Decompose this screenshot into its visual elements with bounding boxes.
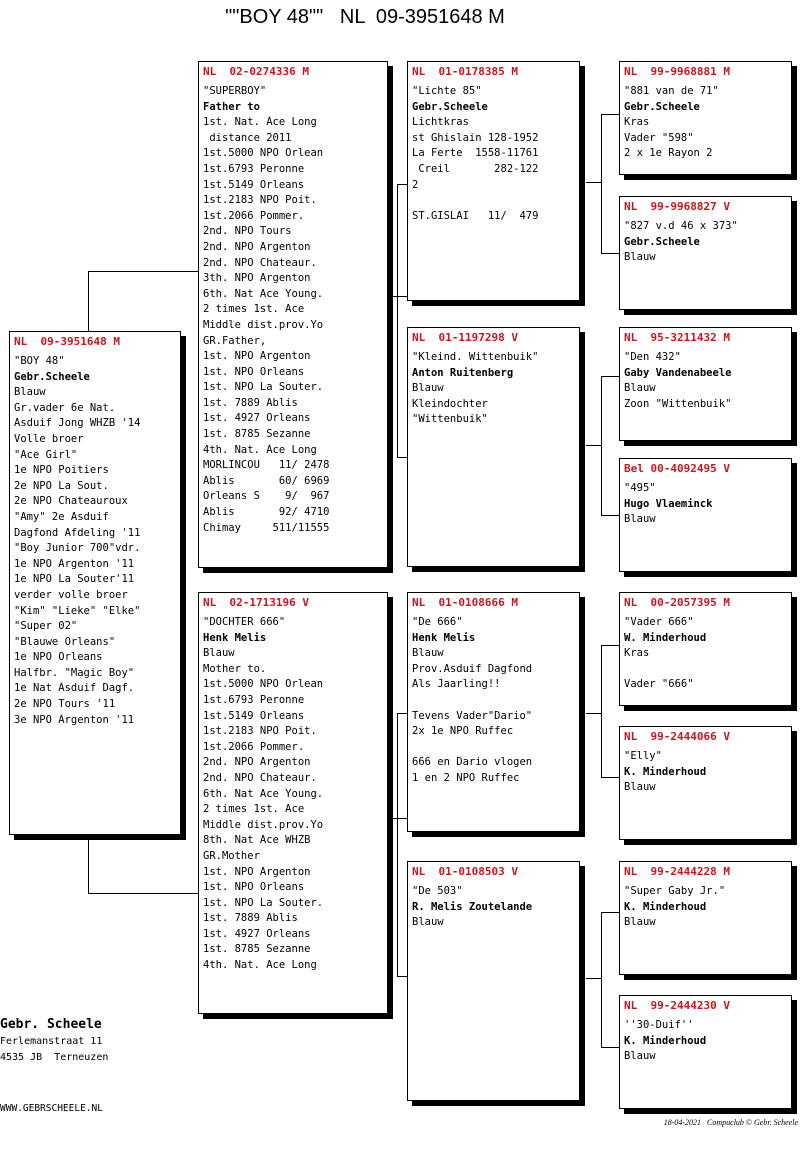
pigeon-name: "Vader 666" xyxy=(624,616,694,628)
info-line: 1st.5000 NPO Orlean xyxy=(203,678,324,691)
page-title: ""BOY 48"" NL 09-3951648 M xyxy=(225,6,505,28)
ring-number: NL 09-3951648 M xyxy=(14,335,120,348)
breeder-name: Gebr.Scheele xyxy=(624,235,700,248)
info-line xyxy=(412,193,575,209)
connector-line xyxy=(601,253,619,254)
info-line: "Super 02" xyxy=(14,620,78,633)
info-line: 6th. Nat Ace Young. xyxy=(203,287,324,300)
breeder-name: Father to xyxy=(203,100,260,113)
info-line: "Boy Junior 700"vdr. xyxy=(14,542,141,555)
info-line: 2x 1e NPO Ruffec xyxy=(412,725,514,738)
pigeon-name: "827 v.d 46 x 373" xyxy=(624,220,738,232)
pigeon-name: "De 503" xyxy=(412,885,463,897)
info-line: 2nd. NPO Argenton xyxy=(203,756,311,769)
info-line: La Ferte 1558-11761 xyxy=(412,147,539,160)
pigeon-name: "Elly" xyxy=(624,750,662,762)
info-line: 1st.2066 Pommer. xyxy=(203,209,305,222)
info-line: Zoon "Wittenbuik" xyxy=(624,397,732,410)
info-line: Kras xyxy=(624,116,650,129)
info-line: 3th. NPO Argenton xyxy=(203,272,311,285)
info-line: 2nd. NPO Tours xyxy=(203,225,292,238)
info-line: 1e NPO Orleans xyxy=(14,651,103,664)
info-line: Blauw xyxy=(624,1050,656,1063)
pedigree-card-subject xyxy=(9,331,181,835)
owner-city: 4535 JB Terneuzen xyxy=(0,1052,109,1063)
ring-number: NL 99-9968827 V xyxy=(624,200,730,213)
pedigree-card-mff xyxy=(619,592,792,706)
ring-number: NL 99-9968881 M xyxy=(624,65,730,78)
info-line xyxy=(412,693,575,709)
connector-line xyxy=(586,182,602,183)
info-line: Chimay 511/11555 xyxy=(203,521,330,534)
footer-credit: 18-04-2021 Compuclub © Gebr. Scheele xyxy=(663,1118,798,1127)
connector-line xyxy=(601,114,619,115)
pigeon-name: "881 van de 71" xyxy=(624,85,719,97)
pedigree-card-fmm xyxy=(619,458,792,572)
info-line: 1st.6793 Peronne xyxy=(203,162,305,175)
pedigree-card-mmm xyxy=(619,995,792,1109)
pigeon-name: "DOCHTER 666" xyxy=(203,616,286,628)
info-line: 1st. 7889 Ablis xyxy=(203,912,298,925)
breeder-name: Gebr.Scheele xyxy=(412,100,488,113)
connector-line xyxy=(397,713,398,977)
info-line: 3e NPO Argenton '11 xyxy=(14,713,135,726)
owner-street: Ferlemanstraat 11 xyxy=(0,1036,103,1047)
info-line: 2nd. NPO Chateaur. xyxy=(203,256,317,269)
pigeon-name: "495" xyxy=(624,482,656,494)
info-line: 2e NPO La Sout. xyxy=(14,479,109,492)
info-line: 1st. 4927 Orleans xyxy=(203,927,311,940)
info-line: 1st.2183 NPO Poit. xyxy=(203,194,317,207)
pigeon-name: "Super Gaby Jr." xyxy=(624,885,726,897)
website-link[interactable]: WWW.GEBRSCHEELE.NL xyxy=(0,1103,103,1114)
pigeon-name: "BOY 48" xyxy=(14,355,65,367)
info-line: 4th. Nat. Ace Long xyxy=(203,959,317,972)
info-line: GR.Mother xyxy=(203,849,260,862)
ring-number: NL 95-3211432 M xyxy=(624,331,730,344)
info-line: "Amy" 2e Asduif xyxy=(14,510,109,523)
pedigree-card-mmf xyxy=(619,861,792,975)
ring-number: NL 01-0108666 M xyxy=(412,596,518,609)
info-line: Blauw xyxy=(624,781,656,794)
info-line: 1st. NPO Argenton xyxy=(203,350,311,363)
info-line: 1e NPO La Souter'11 xyxy=(14,573,135,586)
info-line: Asduif Jong WHZB '14 xyxy=(14,417,141,430)
info-line: 6th. Nat Ace Young. xyxy=(203,787,324,800)
connector-line xyxy=(601,515,619,516)
breeder-name: K. Minderhoud xyxy=(624,1034,707,1047)
info-line: 2nd. NPO Chateaur. xyxy=(203,771,317,784)
breeder-name: K. Minderhoud xyxy=(624,765,707,778)
ring-number: NL 02-0274336 M xyxy=(203,65,309,78)
connector-line xyxy=(397,713,407,714)
pedigree-card-father-father xyxy=(407,61,580,301)
info-line: Blauw xyxy=(412,382,444,395)
connector-line xyxy=(586,445,602,446)
pedigree-card-mother-father xyxy=(407,592,580,832)
info-line xyxy=(624,662,787,678)
info-line: 1st. 8785 Sezanne xyxy=(203,428,311,441)
info-line: 2 times 1st. Ace xyxy=(203,803,305,816)
connector-line xyxy=(601,376,619,377)
info-line: 1st. Nat. Ace Long xyxy=(203,116,317,129)
ring-number: NL 01-0108503 V xyxy=(412,865,518,878)
info-line: 4th. Nat. Ace Long xyxy=(203,443,317,456)
info-line: Halfbr. "Magic Boy" xyxy=(14,666,135,679)
breeder-name: W. Minderhoud xyxy=(624,631,707,644)
info-line: "Wittenbuik" xyxy=(412,413,488,426)
ring-number: NL 99-2444228 M xyxy=(624,865,730,878)
ring-number: NL 01-1197298 V xyxy=(412,331,518,344)
info-line: Middle dist.prov.Yo xyxy=(203,818,324,831)
info-line: 1st. 4927 Orleans xyxy=(203,412,311,425)
owner-block xyxy=(0,1016,108,1066)
connector-line xyxy=(601,114,602,254)
breeder-name: K. Minderhoud xyxy=(624,900,707,913)
info-line: 1st.5000 NPO Orlean xyxy=(203,147,324,160)
connector-line xyxy=(601,912,602,1048)
ring-number: NL 02-1713196 V xyxy=(203,596,309,609)
breeder-name: Gaby Vandenabeele xyxy=(624,366,732,379)
info-line: 1st.2066 Pommer. xyxy=(203,740,305,753)
info-line: Volle broer xyxy=(14,432,84,445)
info-line: 8th. Nat Ace WHZB xyxy=(203,834,311,847)
pigeon-name: "SUPERBOY" xyxy=(203,85,267,97)
info-line: "Kim" "Lieke" "Elke" xyxy=(14,604,141,617)
pigeon-name: "Den 432" xyxy=(624,351,681,363)
info-line: 2 x 1e Rayon 2 xyxy=(624,147,713,160)
info-line: 2e NPO Chateauroux xyxy=(14,495,128,508)
connector-line xyxy=(397,457,407,458)
connector-line xyxy=(601,645,619,646)
info-line: Blauw xyxy=(624,251,656,264)
info-line xyxy=(412,740,575,756)
info-line: 1st. NPO Orleans xyxy=(203,365,305,378)
breeder-name: Anton Ruitenberg xyxy=(412,366,514,379)
pedigree-card-mother-mother xyxy=(407,861,580,1101)
info-line: Gr.vader 6e Nat. xyxy=(14,401,116,414)
ring-number: NL 99-2444230 V xyxy=(624,999,730,1012)
info-line: 2nd. NPO Argenton xyxy=(203,240,311,253)
info-line: 1st. 8785 Sezanne xyxy=(203,943,311,956)
connector-line xyxy=(601,777,619,778)
pigeon-name: "De 666" xyxy=(412,616,463,628)
info-line: Blauw xyxy=(14,386,46,399)
info-line: 1 en 2 NPO Ruffec xyxy=(412,771,520,784)
info-line: Blauw xyxy=(412,647,444,660)
info-line: Vader "598" xyxy=(624,131,694,144)
ring-number: NL 01-0178385 M xyxy=(412,65,518,78)
pigeon-name: "Lichte 85" xyxy=(412,85,482,97)
info-line: 1e NPO Argenton '11 xyxy=(14,557,135,570)
info-line: 1st. NPO La Souter. xyxy=(203,381,324,394)
pedigree-card-father-mother xyxy=(407,327,580,567)
info-line: 1st.6793 Peronne xyxy=(203,693,305,706)
info-line: ST.GISLAI 11/ 479 xyxy=(412,209,539,222)
breeder-name: Henk Melis xyxy=(412,631,476,644)
connector-line xyxy=(88,832,89,894)
info-line: 1st.5149 Orleans xyxy=(203,709,305,722)
pedigree-card-fmf xyxy=(619,327,792,441)
connector-line xyxy=(601,1047,619,1048)
info-line: Middle dist.prov.Yo xyxy=(203,318,324,331)
info-line: Blauw xyxy=(624,916,656,929)
info-line: st Ghislain 128-1952 xyxy=(412,131,539,144)
info-line: 1st. NPO Orleans xyxy=(203,881,305,894)
connector-line xyxy=(601,376,602,516)
info-line: 1st. NPO La Souter. xyxy=(203,896,324,909)
info-line: Creil 282-122 xyxy=(412,162,539,175)
connector-line xyxy=(586,978,602,979)
connector-line xyxy=(88,271,199,272)
info-line: Blauw xyxy=(412,916,444,929)
breeder-name: Gebr.Scheele xyxy=(14,370,90,383)
pigeon-name: "Kleind. Wittenbuik" xyxy=(412,351,539,363)
breeder-name: R. Melis Zoutelande xyxy=(412,900,533,913)
connector-line xyxy=(88,893,199,894)
connector-line xyxy=(586,713,602,714)
info-line: Blauw xyxy=(203,647,235,660)
info-line: Dagfond Afdeling '11 xyxy=(14,526,141,539)
breeder-name: Gebr.Scheele xyxy=(624,100,700,113)
info-line: 1e NPO Poitiers xyxy=(14,464,109,477)
pedigree-card-father xyxy=(198,61,388,568)
owner-name: Gebr. Scheele xyxy=(0,1017,102,1032)
info-line: 666 en Dario vlogen xyxy=(412,756,533,769)
breeder-name: Henk Melis xyxy=(203,631,267,644)
pigeon-name: ''30-Duif'' xyxy=(624,1019,694,1031)
info-line: Kleindochter xyxy=(412,397,488,410)
info-line: 2 times 1st. Ace xyxy=(203,303,305,316)
connector-line xyxy=(601,645,602,778)
info-line: Ablis 60/ 6969 xyxy=(203,474,330,487)
pedigree-card-mother xyxy=(198,592,388,1014)
info-line: Tevens Vader"Dario" xyxy=(412,709,533,722)
ring-number: NL 00-2057395 M xyxy=(624,596,730,609)
info-line: Vader "666" xyxy=(624,678,694,691)
info-line: 1e Nat Asduif Dagf. xyxy=(14,682,135,695)
connector-line xyxy=(397,184,407,185)
info-line: 1st.5149 Orleans xyxy=(203,178,305,191)
info-line: 1st. 7889 Ablis xyxy=(203,396,298,409)
pedigree-card-fff xyxy=(619,61,792,175)
info-line: Mother to. xyxy=(203,662,267,675)
connector-line xyxy=(601,912,619,913)
info-line: 1st.2183 NPO Poit. xyxy=(203,725,317,738)
info-line: "Blauwe Orleans" xyxy=(14,635,116,648)
info-line: Prov.Asduif Dagfond xyxy=(412,662,533,675)
ring-number: Bel 00-4092495 V xyxy=(624,462,730,475)
info-line: 2 xyxy=(412,178,419,191)
info-line: 1st. NPO Argenton xyxy=(203,865,311,878)
info-line: distance 2011 xyxy=(203,131,292,144)
connector-line xyxy=(88,271,89,334)
info-line: Blauw xyxy=(624,513,656,526)
info-line: Orleans S 9/ 967 xyxy=(203,490,330,503)
pedigree-card-mfm xyxy=(619,726,792,840)
info-line: MORLINCOU 11/ 2478 xyxy=(203,459,330,472)
info-line: Blauw xyxy=(624,382,656,395)
info-line: Lichtkras xyxy=(412,116,469,129)
connector-line xyxy=(397,976,407,977)
ring-number: NL 99-2444066 V xyxy=(624,730,730,743)
connector-line xyxy=(397,184,398,458)
breeder-name: Hugo Vlaeminck xyxy=(624,497,713,510)
info-line: "Ace Girl" xyxy=(14,448,78,461)
info-line: Kras xyxy=(624,647,650,660)
info-line: Als Jaarling!! xyxy=(412,678,501,691)
pedigree-card-ffm xyxy=(619,196,792,310)
info-line: verder volle broer xyxy=(14,588,128,601)
info-line: 2e NPO Tours '11 xyxy=(14,698,116,711)
info-line: GR.Father, xyxy=(203,334,267,347)
info-line: Ablis 92/ 4710 xyxy=(203,506,330,519)
